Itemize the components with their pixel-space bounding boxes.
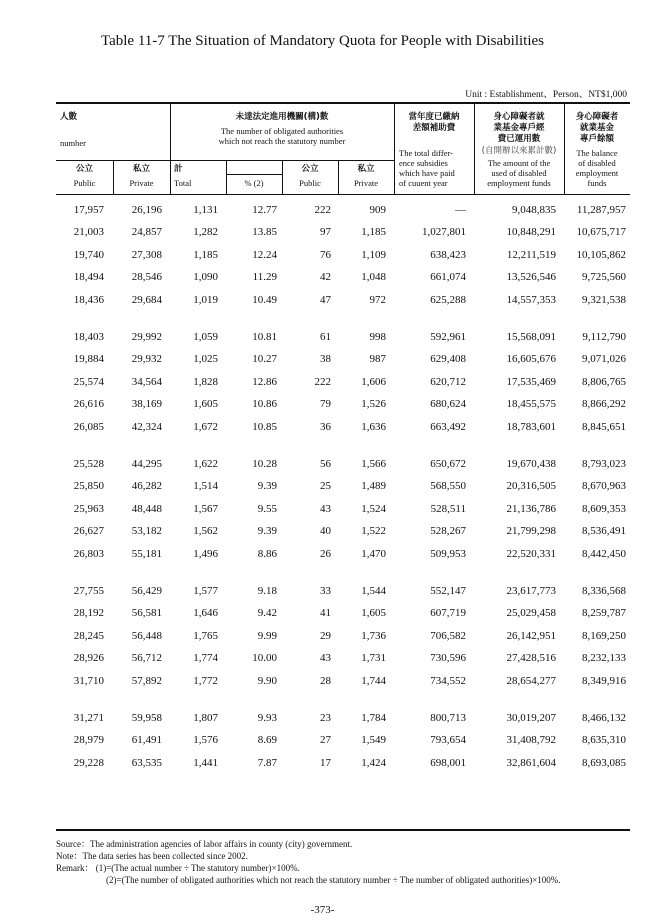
cell-private-unreached: 987 xyxy=(369,353,386,366)
cell-total: 1,282 xyxy=(193,226,218,239)
cell-private-unreached: 1,549 xyxy=(361,734,386,747)
cell-pct: 9.55 xyxy=(257,502,277,515)
table-row xyxy=(56,245,630,267)
cell-public: 17,957 xyxy=(73,204,104,216)
cell-pct: 13.85 xyxy=(252,226,277,239)
header-pct: % (2) xyxy=(244,178,264,188)
cell-used-funds: 21,799,298 xyxy=(506,525,556,538)
table-header xyxy=(56,104,630,195)
header-public-en: Public xyxy=(73,178,96,188)
cell-subsidy: 620,712 xyxy=(430,375,466,388)
table-row xyxy=(56,730,630,752)
header-private2-zh: 私立 xyxy=(357,164,375,174)
cell-public: 18,494 xyxy=(73,271,104,284)
cell-subsidy: 528,511 xyxy=(430,502,466,515)
cell-public-unreached: 29 xyxy=(320,629,331,642)
cell-public: 31,710 xyxy=(73,674,104,687)
cell-public-unreached: 25 xyxy=(320,480,331,493)
cell-private-unreached: 1,744 xyxy=(361,674,386,687)
cell-subsidy: 638,423 xyxy=(430,248,466,261)
header-private-en: Private xyxy=(129,178,154,188)
cell-subsidy: 509,953 xyxy=(430,547,466,560)
header-used-zh-note: (自開辦以來累計數) xyxy=(481,146,557,156)
table-row xyxy=(56,417,630,439)
cell-total: 1,025 xyxy=(193,353,218,366)
cell-private-unreached: 1,109 xyxy=(361,248,386,261)
cell-public-unreached: 42 xyxy=(320,271,331,284)
note-data-series: Note：The data series has been collected since 2002. xyxy=(56,851,248,861)
cell-balance: 9,725,560 xyxy=(582,271,626,284)
cell-public-unreached: 43 xyxy=(320,502,331,515)
cell-total: 1,605 xyxy=(193,398,218,411)
header-number-en: number xyxy=(60,138,86,148)
cell-total: 1,185 xyxy=(193,248,218,261)
cell-private-unreached: 1,606 xyxy=(361,375,386,388)
cell-public-unreached: 23 xyxy=(320,712,331,724)
header-subsidy-en-4: of cuuent year xyxy=(399,178,448,188)
cell-used-funds: 18,455,575 xyxy=(506,398,556,411)
header-unreached-en-1: The number of obligated authorities xyxy=(220,126,344,136)
cell-total: 1,577 xyxy=(193,585,218,597)
table-row xyxy=(56,753,630,775)
cell-public: 25,963 xyxy=(73,502,104,515)
cell-subsidy: 1,027,801 xyxy=(422,226,466,239)
table-row xyxy=(56,267,630,289)
cell-public: 28,926 xyxy=(73,652,104,665)
table-row xyxy=(56,603,630,625)
cell-pct: 7.87 xyxy=(257,756,277,769)
header-public2-zh: 公立 xyxy=(301,164,319,174)
cell-balance: 8,442,450 xyxy=(582,547,626,560)
cell-balance: 8,336,568 xyxy=(582,585,626,597)
cell-pct: 9.39 xyxy=(257,525,277,538)
cell-public-unreached: 76 xyxy=(320,248,331,261)
cell-balance: 8,693,085 xyxy=(582,756,626,769)
header-subsidy-en-1: The total differ- xyxy=(399,148,453,158)
cell-subsidy: 528,267 xyxy=(430,525,466,538)
cell-public-unreached: 61 xyxy=(320,331,331,343)
table-row xyxy=(56,544,630,566)
cell-total: 1,567 xyxy=(193,502,218,515)
cell-private-unreached: 909 xyxy=(369,204,386,216)
remark-1: Remark： (1)=(The actual number ÷ The statutory number)×100%. xyxy=(56,863,300,873)
cell-pct: 9.18 xyxy=(257,585,277,597)
cell-private: 44,295 xyxy=(131,458,162,470)
cell-private-unreached: 1,424 xyxy=(361,756,386,769)
cell-used-funds: 22,520,331 xyxy=(506,547,556,560)
cell-subsidy: 698,001 xyxy=(430,756,466,769)
table-row xyxy=(56,372,630,394)
cell-private-unreached: 1,731 xyxy=(361,652,386,665)
cell-pct: 9.90 xyxy=(257,674,277,687)
header-unreached-en-2: which not reach the statutory number xyxy=(218,136,346,146)
cell-public-unreached: 40 xyxy=(320,525,331,538)
table-row xyxy=(56,290,630,312)
table-row xyxy=(56,394,630,416)
cell-used-funds: 20,316,505 xyxy=(506,480,556,493)
cell-pct: 8.69 xyxy=(257,734,277,747)
cell-subsidy: 661,074 xyxy=(430,271,466,284)
cell-public: 26,627 xyxy=(73,525,104,538)
cell-private: 29,932 xyxy=(131,353,162,366)
header-total-zh: 計 xyxy=(174,164,183,174)
cell-used-funds: 31,408,792 xyxy=(506,734,556,747)
cell-public-unreached: 222 xyxy=(314,204,331,216)
cell-private: 38,169 xyxy=(131,398,162,411)
cell-pct: 10.49 xyxy=(252,293,277,306)
page-number: -373- xyxy=(310,904,335,916)
header-used-zh-3: 費已運用數 xyxy=(497,134,541,144)
cell-private: 42,324 xyxy=(131,420,162,433)
cell-pct: 10.27 xyxy=(252,353,277,366)
header-used-zh-2: 業基金專戶經 xyxy=(493,123,545,133)
cell-private: 29,992 xyxy=(131,331,162,343)
cell-private: 27,308 xyxy=(131,248,162,261)
cell-used-funds: 16,605,676 xyxy=(506,353,556,366)
cell-used-funds: 18,783,601 xyxy=(506,420,556,433)
cell-public: 19,740 xyxy=(73,248,104,261)
cell-total: 1,059 xyxy=(193,331,218,343)
cell-pct: 9.93 xyxy=(257,712,277,724)
cell-public: 25,574 xyxy=(73,375,104,388)
cell-balance: 8,670,963 xyxy=(582,480,626,493)
table-row xyxy=(56,200,630,222)
cell-subsidy: 607,719 xyxy=(430,607,466,620)
cell-used-funds: 21,136,786 xyxy=(506,502,556,515)
header-balance-en-2: of disabled xyxy=(578,158,616,168)
cell-private-unreached: 1,605 xyxy=(361,607,386,620)
header-public-zh: 公立 xyxy=(75,164,93,174)
cell-subsidy: — xyxy=(455,204,466,216)
header-unreached-zh: 未達法定進用機關(構)數 xyxy=(235,112,329,122)
cell-used-funds: 27,428,516 xyxy=(506,652,556,665)
cell-total: 1,441 xyxy=(193,756,218,769)
cell-public: 27,755 xyxy=(73,585,104,597)
cell-public: 19,884 xyxy=(73,353,104,366)
cell-balance: 10,105,862 xyxy=(576,248,626,261)
table-row xyxy=(56,521,630,543)
page-title: Table 11-7 The Situation of Mandatory Quota for People with Disabilities xyxy=(100,33,545,49)
cell-used-funds: 32,861,604 xyxy=(506,756,556,769)
table-row xyxy=(56,581,630,603)
table-row xyxy=(56,349,630,371)
cell-balance: 9,112,790 xyxy=(582,331,626,343)
cell-private: 24,857 xyxy=(131,226,162,239)
cell-private-unreached: 998 xyxy=(369,331,386,343)
cell-public: 31,271 xyxy=(73,712,104,724)
cell-private-unreached: 1,784 xyxy=(361,712,386,724)
cell-pct: 9.99 xyxy=(257,629,277,642)
cell-subsidy: 793,654 xyxy=(430,734,466,747)
cell-used-funds: 13,526,546 xyxy=(506,271,556,284)
cell-used-funds: 19,670,438 xyxy=(506,458,556,470)
cell-total: 1,019 xyxy=(193,293,218,306)
cell-public-unreached: 27 xyxy=(320,734,331,747)
quota-table xyxy=(56,102,630,831)
cell-private-unreached: 1,526 xyxy=(361,398,386,411)
header-balance-zh-2: 就業基金 xyxy=(579,123,614,133)
cell-public-unreached: 38 xyxy=(320,353,331,366)
cell-private-unreached: 1,470 xyxy=(361,547,386,560)
cell-public-unreached: 47 xyxy=(320,293,331,306)
cell-public-unreached: 43 xyxy=(320,652,331,665)
cell-total: 1,090 xyxy=(193,271,218,284)
cell-balance: 9,071,026 xyxy=(582,353,626,366)
cell-used-funds: 23,617,773 xyxy=(506,585,556,597)
header-total-en: Total xyxy=(174,178,192,188)
header-private-zh: 私立 xyxy=(132,164,150,174)
cell-used-funds: 28,654,277 xyxy=(506,674,556,687)
cell-private-unreached: 1,736 xyxy=(361,629,386,642)
cell-subsidy: 650,672 xyxy=(430,458,466,470)
header-subsidy-en-3: which have paid xyxy=(399,168,455,178)
cell-public-unreached: 17 xyxy=(320,756,331,769)
cell-total: 1,131 xyxy=(193,204,218,216)
cell-private: 56,581 xyxy=(131,607,162,620)
cell-total: 1,672 xyxy=(193,420,218,433)
cell-subsidy: 730,596 xyxy=(430,652,466,665)
table-row xyxy=(56,708,630,730)
cell-public-unreached: 56 xyxy=(320,458,331,470)
header-number-zh: 人數 xyxy=(60,112,78,122)
cell-public-unreached: 79 xyxy=(320,398,331,411)
cell-balance: 8,259,787 xyxy=(582,607,626,620)
cell-balance: 8,169,250 xyxy=(582,629,626,642)
cell-private: 59,958 xyxy=(131,712,162,724)
cell-private: 55,181 xyxy=(131,547,162,560)
table-row xyxy=(56,671,630,693)
cell-pct: 9.42 xyxy=(257,607,277,620)
cell-balance: 8,866,292 xyxy=(582,398,626,411)
cell-private: 56,429 xyxy=(131,585,162,597)
cell-used-funds: 10,848,291 xyxy=(506,226,556,239)
cell-total: 1,514 xyxy=(193,480,218,493)
cell-balance: 10,675,717 xyxy=(576,226,626,239)
cell-used-funds: 17,535,469 xyxy=(506,375,556,388)
cell-subsidy: 680,624 xyxy=(430,398,466,411)
cell-pct: 12.77 xyxy=(252,204,277,216)
cell-public-unreached: 222 xyxy=(314,375,331,388)
cell-private: 46,282 xyxy=(131,480,162,493)
header-balance-zh-3: 專戶餘額 xyxy=(579,134,614,144)
cell-pct: 10.81 xyxy=(252,331,277,343)
cell-public: 28,245 xyxy=(73,629,104,642)
cell-pct: 9.39 xyxy=(257,480,277,493)
cell-public: 26,803 xyxy=(73,547,104,560)
cell-total: 1,772 xyxy=(193,674,218,687)
cell-subsidy: 625,288 xyxy=(430,293,466,306)
header-used-en-1: The amount of the xyxy=(487,158,551,168)
cell-public: 21,003 xyxy=(73,226,104,239)
cell-public-unreached: 97 xyxy=(320,226,331,239)
header-used-en-2: used of disabled xyxy=(491,168,547,178)
unit-label: Unit : Establishment、Person、NT$1,000 xyxy=(465,90,627,100)
cell-private-unreached: 1,544 xyxy=(361,585,386,597)
cell-balance: 9,321,538 xyxy=(582,293,626,306)
notes xyxy=(56,838,561,886)
cell-private-unreached: 1,636 xyxy=(361,420,386,433)
cell-pct: 8.86 xyxy=(257,547,277,560)
cell-public-unreached: 26 xyxy=(320,547,331,560)
cell-public: 28,192 xyxy=(73,607,104,620)
cell-private: 29,684 xyxy=(131,293,162,306)
cell-private-unreached: 1,489 xyxy=(361,480,386,493)
cell-pct: 11.29 xyxy=(252,271,277,284)
cell-total: 1,774 xyxy=(193,652,218,665)
cell-private: 56,712 xyxy=(131,652,162,665)
cell-pct: 10.28 xyxy=(252,458,277,470)
cell-used-funds: 26,142,951 xyxy=(506,629,556,642)
header-balance-en-3: employment xyxy=(575,168,619,178)
cell-pct: 10.86 xyxy=(252,398,277,411)
cell-public-unreached: 28 xyxy=(320,674,331,687)
cell-public: 29,228 xyxy=(73,756,104,769)
cell-used-funds: 14,557,353 xyxy=(506,293,556,306)
cell-private: 61,491 xyxy=(131,734,162,747)
table-row xyxy=(56,499,630,521)
cell-public: 26,616 xyxy=(73,398,104,411)
cell-private-unreached: 1,522 xyxy=(361,525,386,538)
cell-private: 34,564 xyxy=(131,375,162,388)
cell-private: 56,448 xyxy=(131,629,162,642)
cell-balance: 8,232,133 xyxy=(582,652,626,665)
cell-pct: 10.00 xyxy=(252,652,277,665)
cell-public: 25,528 xyxy=(73,458,104,470)
header-balance-zh-1: 身心障礙者 xyxy=(575,112,619,122)
cell-public: 25,850 xyxy=(73,480,104,493)
cell-pct: 12.24 xyxy=(252,248,277,261)
cell-private: 57,892 xyxy=(131,674,162,687)
note-source: Source：The administration agencies of labor affairs in county (city) government. xyxy=(56,839,353,849)
cell-subsidy: 629,408 xyxy=(430,353,466,366)
cell-used-funds: 25,029,458 xyxy=(506,607,556,620)
cell-private-unreached: 1,048 xyxy=(361,271,386,284)
cell-used-funds: 15,568,091 xyxy=(506,331,556,343)
cell-total: 1,622 xyxy=(193,458,218,470)
cell-balance: 8,793,023 xyxy=(582,458,626,470)
cell-subsidy: 552,147 xyxy=(430,585,466,597)
cell-private: 63,535 xyxy=(131,756,162,769)
header-subsidy-zh-1: 當年度已繳納 xyxy=(408,112,460,122)
cell-total: 1,496 xyxy=(193,547,218,560)
table-row xyxy=(56,476,630,498)
cell-balance: 8,806,765 xyxy=(582,375,626,388)
cell-subsidy: 800,713 xyxy=(430,712,466,724)
cell-private: 28,546 xyxy=(131,271,162,284)
cell-used-funds: 30,019,207 xyxy=(506,712,556,724)
cell-private: 53,182 xyxy=(131,525,162,538)
cell-balance: 8,635,310 xyxy=(582,734,626,747)
header-used-en-3: employment funds xyxy=(487,178,551,188)
cell-balance: 11,287,957 xyxy=(576,204,626,216)
cell-total: 1,562 xyxy=(193,525,218,538)
cell-pct: 10.85 xyxy=(252,420,277,433)
remark-2: (2)=(The number of obligated authorities which not reach the statutory number ÷ The number of obligated authorities)×100%. xyxy=(106,875,561,885)
cell-private: 48,448 xyxy=(131,502,162,515)
cell-private-unreached: 1,566 xyxy=(361,458,386,470)
cell-balance: 8,466,132 xyxy=(582,712,626,724)
cell-subsidy: 706,582 xyxy=(430,629,466,642)
cell-balance: 8,845,651 xyxy=(582,420,626,433)
cell-subsidy: 568,550 xyxy=(430,480,466,493)
cell-pct: 12.86 xyxy=(252,375,277,388)
cell-used-funds: 9,048,835 xyxy=(512,204,556,216)
cell-public: 28,979 xyxy=(73,734,104,747)
header-used-zh-1: 身心障礙者就 xyxy=(493,112,545,122)
cell-subsidy: 734,552 xyxy=(430,674,466,687)
cell-total: 1,807 xyxy=(193,712,218,724)
header-balance-en-4: funds xyxy=(587,178,607,188)
cell-subsidy: 592,961 xyxy=(430,331,466,343)
header-subsidy-en-2: ence subsidies xyxy=(399,158,448,168)
header-balance-en-1: The balance xyxy=(576,148,618,158)
cell-total: 1,646 xyxy=(193,607,218,620)
cell-public-unreached: 33 xyxy=(320,585,331,597)
cell-balance: 8,349,916 xyxy=(582,674,626,687)
cell-balance: 8,536,491 xyxy=(582,525,626,538)
cell-subsidy: 663,492 xyxy=(430,420,466,433)
cell-public: 18,436 xyxy=(73,293,104,306)
cell-public-unreached: 41 xyxy=(320,607,331,620)
cell-private-unreached: 1,185 xyxy=(361,226,386,239)
cell-used-funds: 12,211,519 xyxy=(506,248,556,261)
table-row xyxy=(56,648,630,670)
cell-total: 1,828 xyxy=(193,375,218,388)
cell-public: 26,085 xyxy=(73,420,104,433)
cell-private-unreached: 972 xyxy=(369,293,386,306)
header-private2-en: Private xyxy=(353,178,379,188)
cell-total: 1,765 xyxy=(193,629,218,642)
table-row xyxy=(56,327,630,349)
table-row xyxy=(56,626,630,648)
table-row xyxy=(56,222,630,244)
cell-public: 18,403 xyxy=(73,331,104,343)
cell-total: 1,576 xyxy=(193,734,218,747)
cell-private-unreached: 1,524 xyxy=(361,502,386,515)
cell-private: 26,196 xyxy=(131,204,162,216)
header-subsidy-zh-2: 差額補助費 xyxy=(412,123,456,133)
header-public2-en: Public xyxy=(299,178,321,188)
table-row xyxy=(56,454,630,476)
cell-public-unreached: 36 xyxy=(320,420,331,433)
cell-balance: 8,609,353 xyxy=(582,502,626,515)
